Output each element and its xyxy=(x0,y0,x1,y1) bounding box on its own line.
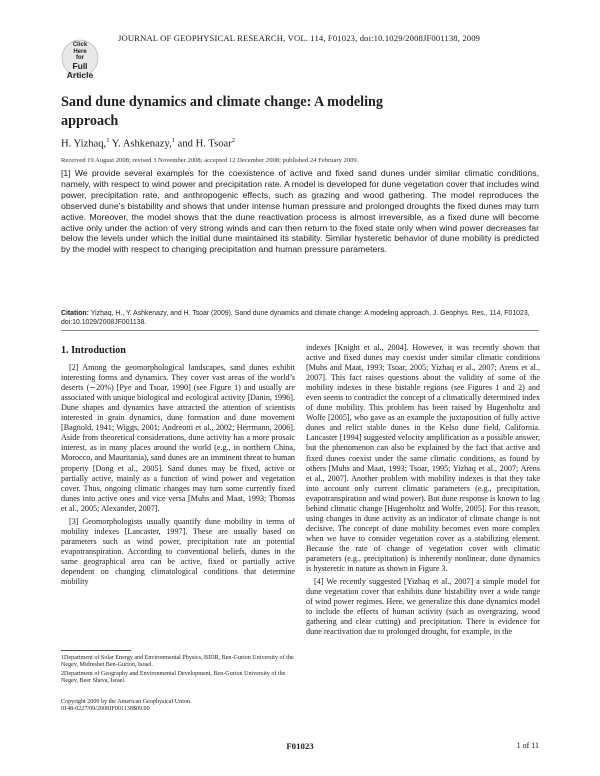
badge-word-here: Here xyxy=(73,48,87,55)
citation-label: Citation: xyxy=(61,310,89,317)
issn: 0148-0227/09/2008JF001138$09.00 xyxy=(61,706,150,713)
title-line-1: Sand dune dynamics and climate change: A modeling xyxy=(61,94,384,110)
article-id: F01023 xyxy=(286,741,314,751)
footnote-2: 2Department of Geography and Environmental Development, Ben-Gurion University of the Negev, Beer Sheva, Israel. xyxy=(61,670,286,685)
affil-sup: 1 xyxy=(106,137,110,144)
badge-word-for: for xyxy=(76,55,84,61)
citation-text: Yizhaq, H., Y. Ashkenazy, and H. Tsoar (2009), Sand dune dynamics and climate change: A modeling approach, J. Geophys. Res., 114, F01023, doi:10.1029/2008JF001138. xyxy=(61,310,530,326)
author-ashkenazy: Y. Ashkenazy, xyxy=(109,138,172,150)
author-list xyxy=(61,137,235,150)
footnote-1: 1Department of Solar Energy and Environmental Physics, BIDR, Ben-Gurion University of the Negev, Midreshet Ben-Gurion, Israel. xyxy=(61,655,294,669)
badge-word-article: Article xyxy=(66,69,94,80)
author-yizhaq: H. Yizhaq, xyxy=(61,138,107,150)
paper-title xyxy=(61,93,541,131)
paragraph-3: [3] Geomorphologists usually quantify dune mobility in terms of mobility indexes [Lancaster, 1997]. These are usually based on parameters such as wind power, precipitation rate an potential evapotranspiration. According to conventional beliefs, dunes in the same geographical area can be active, fixed or partially active dependent on changing climatological conditions that determine mobility xyxy=(61,516,295,587)
author-tsoar: and H. Tsoar xyxy=(175,138,232,150)
affil-sup: 1 xyxy=(171,137,175,144)
abstract: [1] We provide several examples for the coexistence of active and fixed sand dunes under similar climatic conditions, namely, with respect to wind power and precipitation rate. A model is developed for dune vegetation cover that includes wind power, precipitation rate, and anthropogenic effects, such as grazing and wood gathering. The model reproduces the observed dune’s bistability and shows that under intense human pressure and prolonged droughts the fixed dunes may turn active. Moreover, the model shows that the dune reactivation process is almost irreversible, as a fixed dune will become active only under the action of very strong winds and can then return to the fixed state only when wind power decreases far below the levels under which the initial dune maintained its stability. Similar hysteretic behavior of dune mobility is predicted by the model with respect to changing precipitation and human pressure parameters. xyxy=(61,168,539,255)
citation xyxy=(61,309,539,327)
full-article-link[interactable] xyxy=(60,42,100,80)
page-number: 1 of 11 xyxy=(516,741,539,750)
received-dates: Received 19 August 2008; revised 3 November 2008; accepted 12 December 2008; published 24 February 2009. xyxy=(61,157,359,164)
paragraph-4: [4] We recently suggested [Yizhaq et al., 2007] a simple model for dune vegetation cover that exhibits dune bistability over a wide range of wind power regimes. Here, we generalize this dune dynamics model to include the effects of human activity (such as overgrazing, wood gathering and clear cutting) and precipitation. There is evidence for dune reactivation due to prolonged drought, for example, in the xyxy=(306,577,540,637)
journal-header: JOURNAL OF GEOPHYSICAL RESEARCH, VOL. 114, F01023, doi:10.1029/2008JF001138, 2009 xyxy=(118,33,481,43)
badge-word-full: Full xyxy=(72,60,88,71)
badge-word-click: Click xyxy=(72,42,88,48)
column-left xyxy=(61,346,295,590)
title-line-2: approach xyxy=(61,113,119,129)
column-right xyxy=(306,343,540,640)
section-heading: 1. Introduction xyxy=(61,345,126,356)
paragraph-2: [2] Among the geomorphological landscapes, sand dunes exhibit interesting forms and dynamics. They cover vast areas of the world’s deserts (∼20%) [Pye and Tsoar, 1990] (see Figure 1) and usually are associated with unique biological and ecological activity [Danin, 1996]. Dune shapes and dynamics have attracted the attention of scientists interested in grain dynamics, dune formation and dune movement [Bagnold, 1941; Wiggs, 2001; Andreotti et al., 2002; Herrmann, 2006]. Aside from theoretical considerations, dune activity has a more prosaic interest, as in many places around the world (e.g., in northern China, Morocco, and Mauritania), sand dunes are an imminent threat to human property [Dong et al., 2005]. Sand dunes may be fixed, active or partially active, mainly as a function of wind power and vegetation cover. Thus, ongoing climatic changes may turn some currently fixed dunes into active ones and vice versa [Muhs and Maat, 1993; Thomas et al., 2005; Alexander, 2007]. xyxy=(61,363,295,513)
affil-sup: 2 xyxy=(231,137,235,144)
footnote-divider xyxy=(61,650,131,651)
footnotes xyxy=(61,655,295,687)
copyright: Copyright 2009 by the American Geophysical Union. xyxy=(61,699,192,705)
section-divider xyxy=(61,330,539,331)
copyright-block xyxy=(61,699,295,714)
paragraph-2-continued: indexes [Knight et al., 2004]. However, it was recently shown that active and fixed dunes may coexist under similar climatic conditions [Muhs and Maat, 1993; Tsoar, 2005; Yizhaq et al., 2007; Arens et al., 2007]. This fact raises questions about the validity of some of the mobility indexes in these bistable regions (see Figures 1 and 2) and even seems to contradict the concept of a climatically determined index of dune mobility. This problem has been raised by Hugenholtz and Wolfe [2005], who gave as an example the juxtaposition of fully active dunes and relict stable dunes in the Kelso dune field, California. Lancaster [1994] suggested velocity amplification as a possible answer, but the phenomenon can also be explained by the fact that active and fixed dunes coexist under the same climatic conditions, as found by others [Muhs and Maat, 1993; Tsoar, 1995; Yizhaq et al., 2007; Arens et al., 2007]. Another problem with mobility indexes is that they take into account only current climatic parameters (e.g., precipitation, evapotranspiration and wind power). But dune response is known to lag behind climatic change [Hugenholtz and Wolfe, 2005]. For this reason, using changes in dune activity as an indicator of climate change is not decisive. The concept of dune mobility becomes even more complex when we have to consider vegetation cover as a stabilizing element. Because the rate of change of vegetation cover with climatic parameters (e.g., precipitation) is inherently nonlinear, dune dynamics is hysteretic in nature as shown in Figure 3. xyxy=(306,343,540,574)
